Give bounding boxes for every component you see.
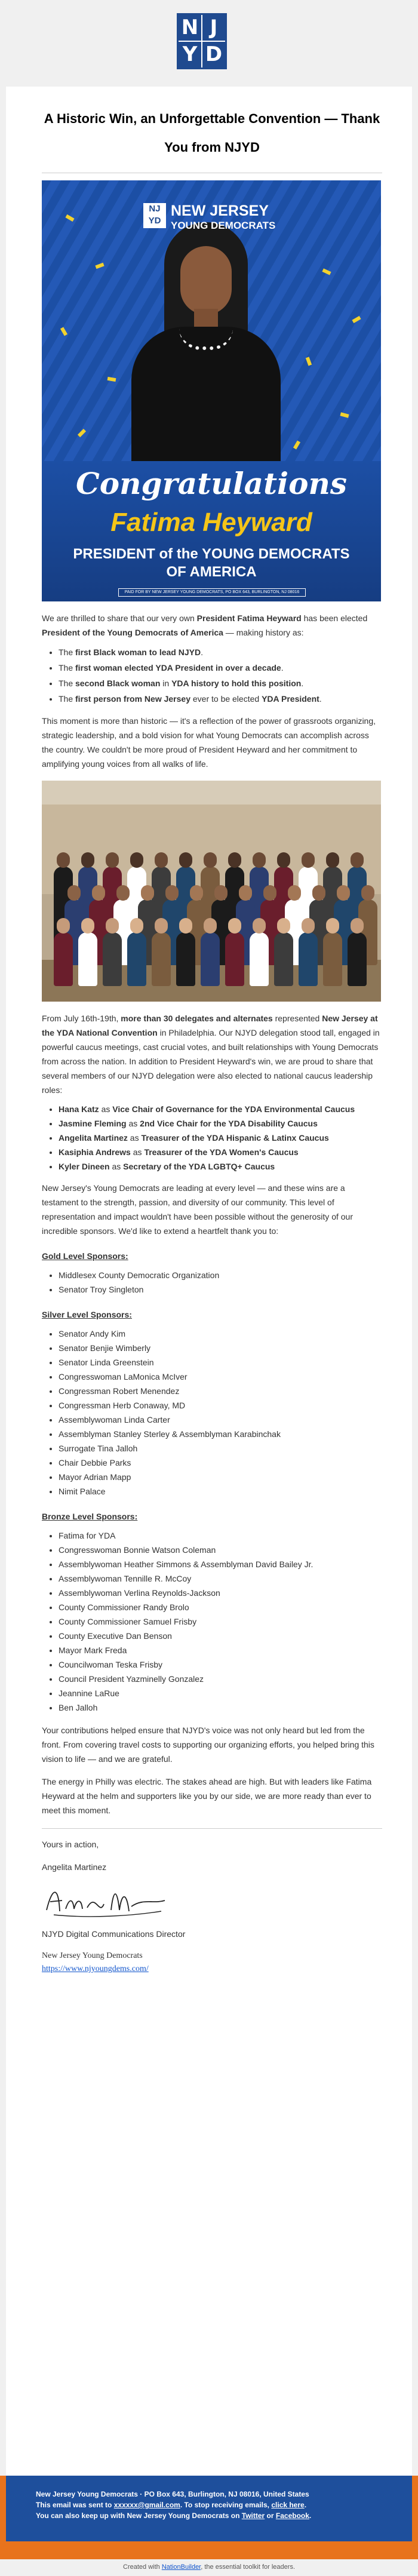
photo-person-head (130, 852, 143, 868)
silver-sponsors-title: Silver Level Sponsors: (42, 1310, 132, 1319)
contributions-paragraph: Your contributions helped ensure that NJYD's voice was not only heard but led from the front. From covering travel costs to supporting our organizing efforts, you helped bring this vision to life — and we are grateful. (42, 1725, 374, 1764)
sponsor-item: • Middlesex County Democratic Organization (59, 1268, 382, 1282)
photo-person-head (277, 852, 290, 868)
sponsor-item: • Nimit Palace (59, 1484, 382, 1499)
footer-orange-band (0, 2541, 418, 2559)
photo-person-head (253, 852, 266, 868)
sponsor-item: • Fatima for YDA (59, 1528, 382, 1543)
sponsor-item: • Mayor Mark Freda (59, 1643, 382, 1657)
item-text: in (160, 678, 172, 688)
list-item (59, 691, 382, 707)
member-name: Hana Katz (59, 1104, 99, 1114)
facebook-link[interactable]: Facebook (275, 2511, 309, 2520)
president-title-line2: OF AMERICA (166, 564, 257, 580)
sponsor-item: • Jeannine LaRue (59, 1686, 382, 1700)
photo-person-head (239, 885, 252, 901)
photo-person-head (81, 852, 94, 868)
photo-person-head (116, 885, 130, 901)
logo-letter-d: D (205, 42, 223, 66)
history-list (42, 644, 382, 707)
gold-sponsor-list (42, 1268, 382, 1297)
footer-text (36, 2489, 382, 2521)
list-item (59, 644, 382, 660)
item-text: . (301, 678, 304, 688)
graphic-brand: NEW JERSEY (171, 202, 269, 219)
signature-drawing (42, 1880, 173, 1922)
divider (42, 1828, 382, 1829)
photo-person-head (326, 918, 339, 934)
credit-text: , the essential toolkit for leaders. (201, 2563, 295, 2571)
member-role: Secretary of the YDA LGBTQ+ Caucus (123, 1162, 275, 1171)
sponsor-item: • Senator Linda Greenstein (59, 1355, 382, 1370)
photo-person (299, 932, 318, 986)
item-text: as (109, 1162, 124, 1171)
thanks-paragraph: New Jersey's Young Democrats are leading at every level — and these wins are a testament to the strength, passion, and diversity of our community. This level of representation and impact wouldn't have been possible without the generosity of our incredible sponsors. We'd like to extend a heartfelt thank you to: (42, 1183, 354, 1236)
njyd-logo[interactable] (177, 13, 227, 69)
logo-divider (179, 41, 225, 42)
sponsor-item: • County Executive Dan Benson (59, 1629, 382, 1643)
member-name: Kasiphia Andrews (59, 1147, 131, 1157)
sponsor-item: • Assemblywoman Tennille R. McCoy (59, 1571, 382, 1586)
sponsor-item: • Congressman Herb Conaway, MD (59, 1398, 382, 1413)
intro-text: has been elected (301, 613, 368, 623)
sponsor-item: • Chair Debbie Parks (59, 1456, 382, 1470)
item-text: as (127, 1133, 142, 1143)
credit-text: Created with (123, 2563, 162, 2571)
sponsor-item: • Mayor Adrian Mapp (59, 1470, 382, 1484)
intro-text: — making history as: (223, 628, 304, 637)
item-text: The (59, 678, 76, 688)
sponsor-item: • Surrogate Tina Jalloh (59, 1441, 382, 1456)
item-bold: YDA history to hold this position (171, 678, 302, 688)
photo-person (54, 932, 73, 986)
signoff-closing: Yours in action, (42, 1840, 99, 1849)
list-item (59, 1145, 382, 1159)
photo-person (127, 932, 146, 986)
photo-person-head (337, 885, 350, 901)
org-website-link[interactable]: https://www.njyoungdems.com/ (42, 1964, 149, 1973)
caucus-list (42, 1102, 382, 1174)
photo-person (225, 932, 244, 986)
photo-person-head (204, 852, 217, 868)
member-name: Kyler Dineen (59, 1162, 110, 1171)
email-footer (0, 2476, 418, 2559)
photo-person (323, 932, 342, 986)
twitter-link[interactable]: Twitter (241, 2511, 265, 2520)
photo-person-head (228, 918, 241, 934)
photo-person (152, 932, 171, 986)
sponsor-item: • Senator Andy Kim (59, 1327, 382, 1341)
photo-person-head (141, 885, 154, 901)
logo-letter-j: J (210, 16, 218, 39)
email-card (6, 87, 412, 2476)
photo-person-head (312, 885, 325, 901)
platform-credit (0, 2563, 418, 2571)
photo-person-head (57, 852, 70, 868)
list-item (59, 1159, 382, 1174)
para-text: in Philadelphia. Our NJYD delegation stood tall, engaged in powerful caucus meetings, cast crucial votes, and built relationships with Young Democrats from across the nation. In addition to President Heyward's win, we are proud to share that several members of our NJYD delegation were also elected to national caucus leadership roles: (42, 1028, 380, 1095)
photo-person-head (92, 885, 105, 901)
sponsor-item: • Senator Benjie Wimberly (59, 1341, 382, 1355)
item-text: . (281, 663, 284, 673)
item-text: . (201, 647, 203, 657)
sponsor-item: • Assemblywoman Linda Carter (59, 1413, 382, 1427)
photo-person (103, 932, 122, 986)
bronze-sponsors-title: Bronze Level Sponsors: (42, 1512, 138, 1521)
photo-person-head (155, 918, 168, 934)
logo-letter-y: Y (182, 42, 198, 66)
item-text: as (126, 1119, 140, 1128)
footer-address: New Jersey Young Democrats · PO Box 643, Burlington, NJ 08016, United States (36, 2490, 309, 2498)
photo-person-head (165, 885, 179, 901)
photo-person-head (204, 918, 217, 934)
photo-person (78, 932, 97, 986)
list-item (59, 1102, 382, 1116)
nationbuilder-link[interactable]: NationBuilder (161, 2563, 201, 2571)
silver-sponsor-list (42, 1327, 382, 1499)
sponsor-item: • County Commissioner Randy Brolo (59, 1600, 382, 1614)
logo-letter-n: N (181, 16, 199, 39)
item-bold: first person from New Jersey (75, 694, 190, 704)
item-text: . (319, 694, 322, 704)
photo-person-head (57, 918, 70, 934)
sponsor-item: • Congresswoman Bonnie Watson Coleman (59, 1543, 382, 1557)
photo-ceiling (42, 781, 381, 805)
sponsor-item: • Congressman Robert Menendez (59, 1384, 382, 1398)
photo-person-head (155, 852, 168, 868)
energy-paragraph: The energy in Philly was electric. The stakes ahead are high. But with leaders like Fatima Heyward at the helm and supporters like you by our side, we are more ready than ever to meet this moment. (42, 1777, 372, 1815)
member-role: Treasurer of the YDA Women's Caucus (144, 1147, 299, 1157)
paid-for-disclaimer: PAID FOR BY NEW JERSEY YOUNG DEMOCRATS, PO BOX 643, BURLINGTON, NJ 08016 (118, 588, 306, 597)
photo-person-head (361, 885, 374, 901)
item-bold: first Black woman to lead NJYD (75, 647, 201, 657)
photo-person-head (179, 918, 192, 934)
photo-person-head (106, 852, 119, 868)
footer-text-part: . (304, 2501, 307, 2509)
signoff-name: Angelita Martinez (42, 1862, 107, 1872)
item-text: as (130, 1147, 145, 1157)
moment-paragraph: This moment is more than historic — it's a reflection of the power of grassroots organizing, strategic leadership, and a bold vision for what Young Democrats can accomplish across the country. We couldn't be more proud of President Heyward and her commitment to amplifying young voices from all walks of life. (42, 716, 376, 769)
org-name: New Jersey Young Democrats (42, 1951, 143, 1960)
sponsor-item: • Council President Yazminelly Gonzalez (59, 1672, 382, 1686)
footer-text-part: or (265, 2511, 276, 2520)
list-item (59, 676, 382, 691)
photo-person-head (81, 918, 94, 934)
bronze-sponsor-list (42, 1528, 382, 1715)
signoff-title: NJYD Digital Communications Director (42, 1929, 186, 1939)
list-item (59, 660, 382, 676)
sponsor-item: • Ben Jalloh (59, 1700, 382, 1715)
para-text: represented (272, 1014, 322, 1023)
delegation-group-photo (42, 781, 381, 1002)
sponsor-item: • Senator Troy Singleton (59, 1282, 382, 1297)
congratulations-text: Congratulations (76, 466, 347, 501)
item-text: ever to be elected (190, 694, 262, 704)
photo-person-head (67, 885, 81, 901)
photo-person-head (288, 885, 301, 901)
list-item (59, 1116, 382, 1131)
footer-unsubscribe-line (36, 2500, 382, 2510)
photo-person-head (302, 918, 315, 934)
photo-person-head (106, 918, 119, 934)
photo-person (201, 932, 220, 986)
email-body (42, 87, 382, 1976)
sponsor-item: • Congresswoman LaMonica McIver (59, 1370, 382, 1384)
footer-text-part: This email was sent to (36, 2501, 114, 2509)
sponsor-item: • Assemblywoman Heather Simmons & Assemblyman David Bailey Jr. (59, 1557, 382, 1571)
sponsor-item: • County Commissioner Samuel Frisby (59, 1614, 382, 1629)
photo-person-head (253, 918, 266, 934)
para-bold: more than 30 delegates and alternates (121, 1014, 273, 1023)
photo-person-head (190, 885, 203, 901)
photo-person-head (351, 852, 364, 868)
member-role: 2nd Vice Chair for the YDA Disability Caucus (140, 1119, 318, 1128)
portrait-illustration (131, 222, 281, 473)
item-text: The (59, 647, 76, 657)
graphic-brand-sub: YOUNG DEMOCRATS (171, 220, 276, 231)
unsubscribe-link[interactable]: click here (271, 2501, 305, 2509)
photo-person-head (228, 852, 241, 868)
item-bold: second Black woman (75, 678, 161, 688)
item-text: as (99, 1104, 113, 1114)
photo-person-head (351, 918, 364, 934)
president-title: PRESIDENT of the YOUNG DEMOCRATS (73, 546, 350, 562)
photo-person (348, 932, 367, 986)
photo-person-head (326, 852, 339, 868)
member-name: Angelita Martinez (59, 1133, 128, 1143)
intro-bold: President Fatima Heyward (196, 613, 302, 623)
photo-person (250, 932, 269, 986)
email-title: A Historic Win, an Unforgettable Convention — Thank You from NJYD (44, 111, 380, 155)
footer-text-part: . To stop receiving emails, (180, 2501, 272, 2509)
list-item (59, 1131, 382, 1145)
footer-text-part: . (309, 2511, 312, 2520)
mini-logo: NJ YD (143, 203, 166, 228)
gold-sponsors-title: Gold Level Sponsors: (42, 1251, 128, 1261)
sponsor-item: • Assemblyman Stanley Sterley & Assemblyman Karabinchak (59, 1427, 382, 1441)
item-text: The (59, 694, 76, 704)
congratulations-graphic (42, 180, 381, 601)
sponsor-item: • Assemblywoman Verlina Reynolds-Jackson (59, 1586, 382, 1600)
intro-bold: President of the Young Democrats of America (42, 628, 223, 637)
item-bold: YDA President (262, 694, 319, 704)
header-band (0, 0, 418, 87)
photo-person (274, 932, 293, 986)
intro-text: We are thrilled to share that our very own (42, 613, 197, 623)
honoree-name: Fatima Heyward (110, 508, 312, 537)
recipient-email-link[interactable]: xxxxxx@gmail.com (113, 2501, 180, 2509)
face-shape (180, 246, 232, 315)
handwritten-signature (42, 1880, 173, 1922)
footer-text-part: You can also keep up with New Jersey Young Democrats on (36, 2511, 242, 2520)
photo-person-head (130, 918, 143, 934)
photo-person-head (277, 918, 290, 934)
photo-person-head (179, 852, 192, 868)
member-role: Vice Chair of Governance for the YDA Environmental Caucus (112, 1104, 355, 1114)
member-name: Jasmine Fleming (59, 1119, 127, 1128)
sponsor-item: • Councilwoman Teska Frisby (59, 1657, 382, 1672)
para-bold: New Jersey at the YDA National Convention (42, 1014, 378, 1037)
member-role: Treasurer of the YDA Hispanic & Latinx Caucus (141, 1133, 329, 1143)
item-text: The (59, 663, 76, 673)
intro-paragraph (42, 611, 382, 640)
photo-person (176, 932, 195, 986)
convention-paragraph (42, 1011, 382, 1097)
photo-person-head (214, 885, 228, 901)
photo-person-head (263, 885, 276, 901)
photo-person-head (302, 852, 315, 868)
footer-social-line (36, 2510, 382, 2521)
item-bold: first woman elected YDA President in over a decade (75, 663, 281, 673)
para-text: From July 16th-19th, (42, 1014, 121, 1023)
